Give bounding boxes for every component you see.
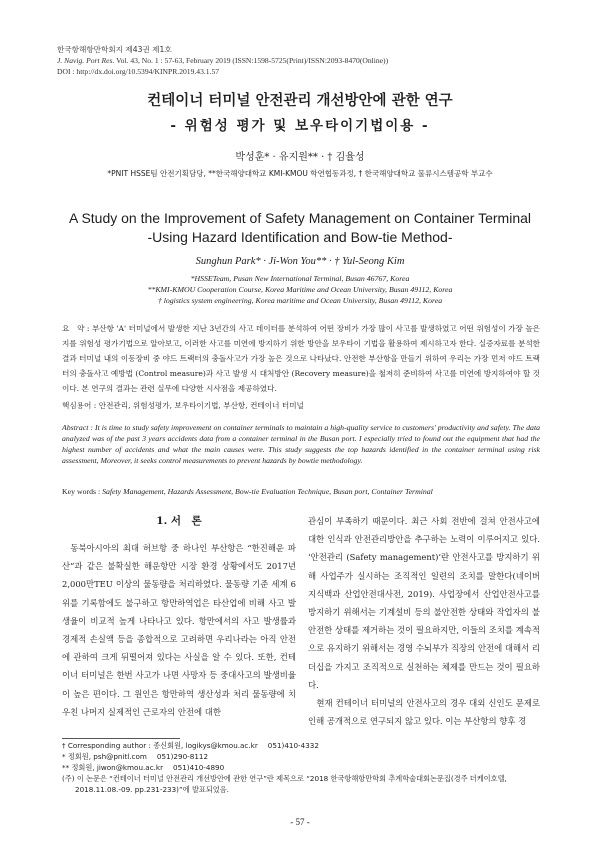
- subtitle-english: -Using Hazard Identification and Bow-tie Method-: [147, 229, 453, 245]
- footnote-author: [62, 751, 540, 762]
- title-korean: 컨테이너 터미널 안전관리 개선방안에 관한 연구: [147, 92, 453, 109]
- authors-korean: 박성훈* · 유지원** · † 김율성: [235, 152, 365, 163]
- affiliations-korean: *PNIT HSSE팀 안전기획담당, **한국해양대학교 KMI-KMOU 학연협동과정, † 한국해양대학교 물류시스템공학 부교수: [107, 169, 493, 178]
- page-number: - 57 -: [290, 817, 310, 827]
- journal-name-korean: 한국항해항만학회지 제43권 제1호: [57, 45, 172, 54]
- body-column-right: [308, 512, 540, 730]
- section-heading: 1. 서 론: [156, 515, 202, 527]
- keywords-english: [62, 486, 540, 498]
- footnotes: [62, 740, 540, 795]
- footnote-divider: [62, 738, 180, 739]
- footnote-text: † Corresponding author : 종신회원, logikys@kmou.ac.kr: [62, 741, 258, 750]
- keywords-korean-label: 핵심용어 :: [62, 401, 97, 410]
- abstract-english-label: Abstract :: [62, 422, 94, 432]
- abstract-korean: [62, 321, 540, 396]
- footnote-text: * 정회원, psh@pnitl.com: [62, 752, 147, 761]
- footnote-author: [62, 762, 540, 773]
- subtitle-korean: - 위험성 평가 및 보우타이기법이용 -: [170, 118, 430, 134]
- abstract-korean-label: 요 약 :: [62, 324, 90, 333]
- affiliations-english: [0, 273, 600, 306]
- keywords-english-label: Key words :: [62, 487, 101, 496]
- body-paragraph: 관심이 부족하기 때문이다. 최근 사회 전반에 걸쳐 안전사고에 대한 인식과 안전관리방안을 추구하는 노력이 이루어지고 있다. ‘안전관리 (Safety management)’란 안전사고를 방지하기 위해 사업주가 실시하는 조직적인 일련의 조치를 말한다(네이버 지식백과 산업안전대사전, 2019). 사업장에서 산업안전사고를 방지하기 위해서는 기계설비 등의 불안전한 상태와 작업자의 불안전한 상태를 제거하는 것이 필요하지만, 이들의 조치를 계속적으로 유지하기 위해서는 경영 수뇌부가 직장의 안전에 대해서 리더십을 가지고 조직적으로 실천하는 체제를 만드는 것이 필요하다.: [308, 516, 540, 690]
- footnote-text: ** 정회원, jiwon@kmou.ac.kr: [62, 763, 164, 772]
- abstract-english: [62, 422, 540, 466]
- keywords-english-text: Safety Management, Hazards Assessment, Bow-tie Evaluation Technique, Busan port, Container Terminal: [102, 487, 433, 496]
- journal-header: [57, 45, 388, 77]
- abstract-korean-text: 부산항 'A' 터미널에서 발생한 지난 3년간의 사고 데이터를 분석하여 어떤 장비가 가장 많이 사고를 발생하였고 어떤 위험성이 가장 높은지를 위험성 평가기법으로 알아보고, 이러한 사고를 미연에 방지하기 위한 방안을 보우타이 기법을 활용하여 제시하고자 한다. 실증자료를 분석한 결과 터미널 내의 이동장비 중 야드 트랙터의 충돌사고가 가장 높은 것으로 나타났다. 안전한 부산항을 만들기 위하여 우리는 가장 먼저 야드 트랙터의 충돌사고 예방법 (Control measure)과 사고 발생 시 대처방안 (Recovery measure)을 철저히 준비하여 사고를 미연에 방지하여야 할 것이다. 본 연구의 결과는 관련 실무에 다양한 시사점을 제공하였다.: [62, 324, 541, 393]
- keywords-korean: [62, 399, 540, 413]
- title-english: A Study on the Improvement of Safety Management on Container Terminal: [69, 210, 531, 226]
- journal-citation: [57, 56, 388, 67]
- body-paragraph: 동북아시아의 최대 허브항 중 하나인 부산항은 “한진해운 파산”과 같은 불확실한 해운항만 시장 환경 상황에서도 2017년 2,000만TEU 이상의 물동량을 처리하였다. 물동량 기준 세계 6위를 기록함에도 불구하고 항만하역업은 타산업에 비해 사고 발생율이 비교적 높게 나타나고 있다. 항만에서의 사고 발생률과 경제적 손실액 등을 종합적으로 고려하면 우리나라는 아직 안전에 관하여 크게 뒤떨어져 있다는 사실을 알 수 있다. 또한, 컨테이너 터미널은 한번 사고가 나면 사망자 등 중대사고의 발생비율이 높은 편이다. 그 원인은 항만하역 생산성과 처리 물동량에 치우친 나머지 실제적인 근로자의 안전에 대한: [62, 543, 296, 717]
- affiliation-line: **KMI-KMOU Cooperation Course, Korea Maritime and Ocean University, Busan 49112, Korea: [147, 285, 453, 294]
- footnote-publication-note: (주) 이 논문은 “컨테이너 터미널 안전관리 개선방안에 관한 연구”란 제목으로 “2018 한국항해항만학회 추계학술대회논문집(경주 더케이호텔, 2018.11.08.-09. pp.231-233)”에 발표되었음.: [62, 774, 507, 794]
- journal-abbreviation: J. Navig. Port Res.: [57, 55, 115, 65]
- authors-english: Sunghun Park* · Ji-Won You** · † Yul-Seong Kim: [195, 256, 405, 267]
- footnote-phone: 051)410-4332: [267, 741, 319, 750]
- affiliation-line: *HSSETeam, Pusan New International Terminal, Busan 46767, Korea: [190, 274, 410, 283]
- footnote-phone: 051)410-4890: [173, 763, 225, 772]
- footnote-corresponding-author: [62, 740, 540, 751]
- body-paragraph: 현재 컨테이너 터미널의 안전사고의 경우 대외 신인도 문제로 인해 공개적으로 연구되지 않고 있다. 이는 부산항의 향후 경: [308, 698, 540, 727]
- keywords-korean-text: 안전관리, 위험성평가, 보우타이기법, 부산항, 컨테이너 터미널: [98, 401, 304, 410]
- affiliation-line: † logistics system engineering, Korea maritime and Ocean University, Busan 49112, Korea: [157, 296, 443, 305]
- body-column-left: [62, 539, 296, 721]
- doi-line: DOI : http://dx.doi.org/10.5394/KINPR.2019.43.1.57: [57, 66, 220, 76]
- footnote-phone: 051)290-8112: [156, 752, 209, 761]
- abstract-english-text: It is time to study safety improvement on container terminals to maintain a high-quality service to customers' productivity and safety. The data analyzed was of the past 3 years accidents data from a container terminal in the Busan port. I especially tried to found out the equipment that had the highest number of accidents and what the main causes were. This study suggests the top hazards identified in the container terminal using risk assessment, Moreover, it seeks control measurements to prevent hazards by bowtie methodology.: [62, 422, 541, 465]
- journal-volume-info: Vol. 43, No. 1 : 57-63, February 2019 (ISSN:1598-5725(Print)/ISSN:2093-8470(Online)): [116, 55, 389, 65]
